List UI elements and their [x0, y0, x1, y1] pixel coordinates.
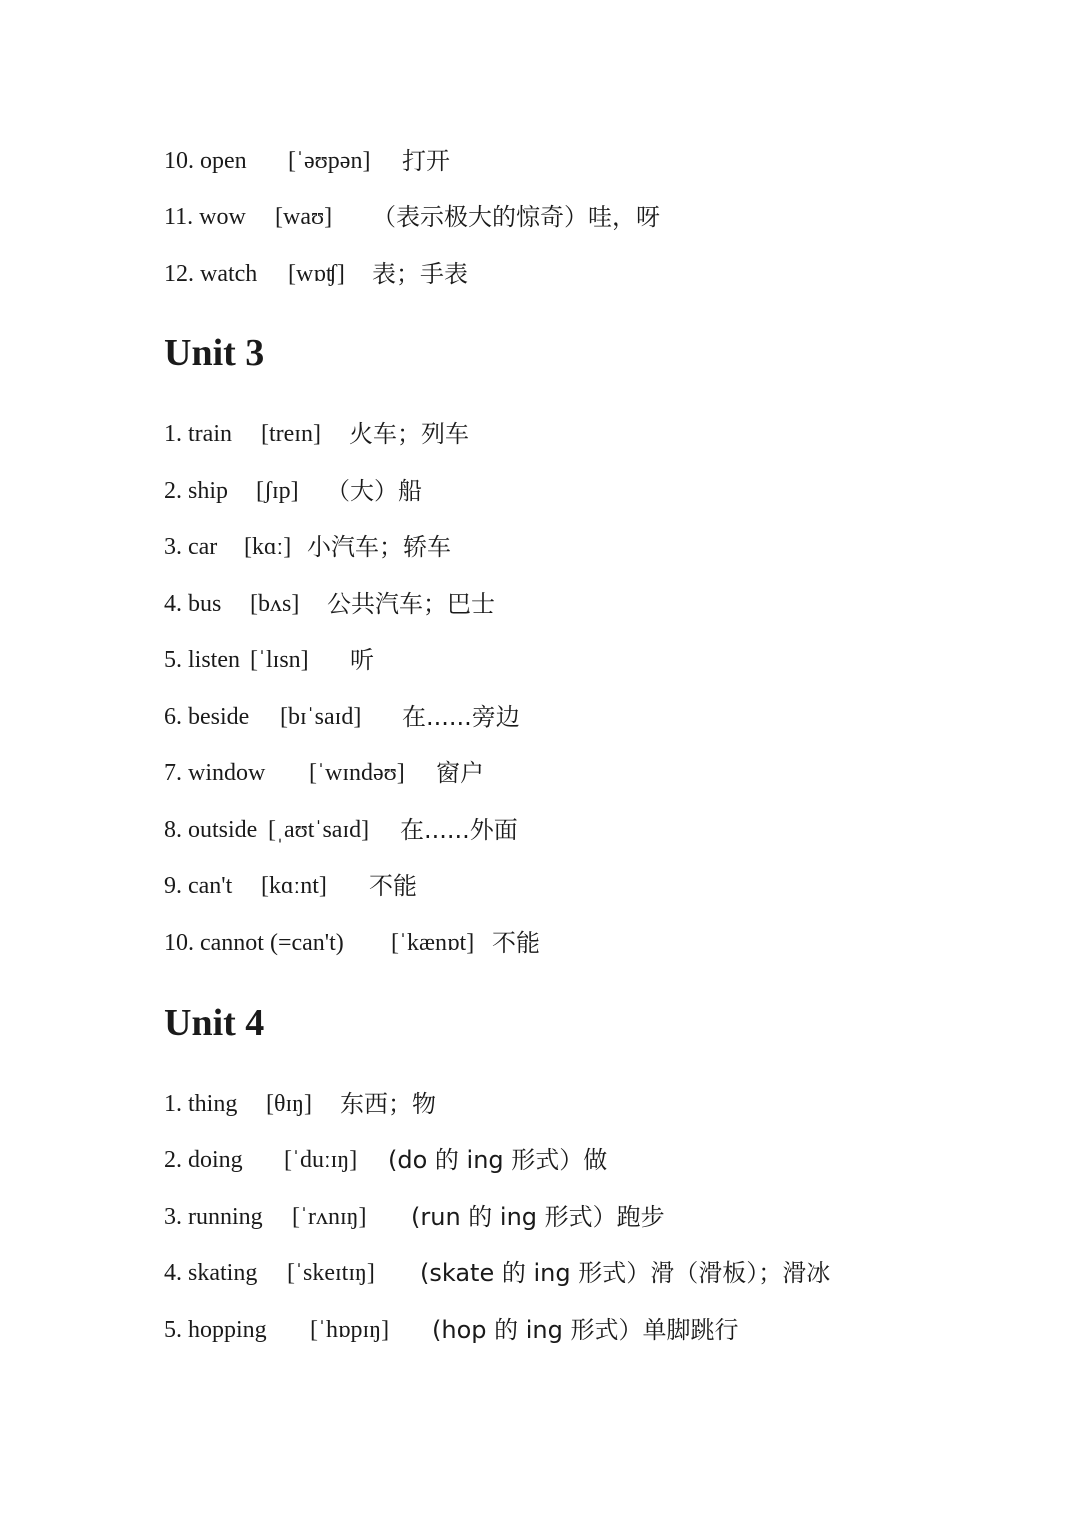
entry-phonetic: [ˈlɪsn] — [250, 647, 309, 673]
entry-phonetic: [ˈduːɪŋ] — [284, 1147, 358, 1173]
entry-word: 10. cannot (=can't) — [164, 930, 344, 956]
entry-meaning: 在......外面 — [400, 816, 518, 844]
entry-phonetic: [ˌaʊtˈsaɪd] — [268, 817, 370, 843]
entry-phonetic: [ˈhɒpɪŋ] — [310, 1317, 390, 1343]
entry-word: 4. bus — [164, 591, 222, 617]
entry-word: 2. doing — [164, 1147, 243, 1173]
entry-word: 1. train — [164, 421, 232, 447]
entry-phonetic: [bɪˈsaɪd] — [280, 704, 362, 730]
entry-word: 12. watch — [164, 261, 258, 287]
entry-meaning: 公共汽车；巴士 — [327, 590, 495, 618]
entry-phonetic: [kɑː] — [244, 534, 292, 560]
entry-phonetic: [kɑːnt] — [261, 873, 327, 899]
entry-phonetic: [bʌs] — [250, 591, 300, 617]
entry-word: 8. outside — [164, 817, 258, 843]
entry-word: 6. beside — [164, 704, 250, 730]
entry-phonetic: [ˈrʌnɪŋ] — [292, 1204, 367, 1230]
entry-meaning: (run 的 ing 形式）跑步 — [411, 1203, 665, 1231]
entry-phonetic: [ˈwɪndəʊ] — [309, 760, 405, 786]
entry-phonetic: [ˈskeɪtɪŋ] — [287, 1260, 375, 1286]
entry-word: 9. can't — [164, 873, 233, 899]
entry-word: 11. wow — [164, 204, 246, 230]
entry-word: 2. ship — [164, 478, 229, 504]
entry-phonetic: [wɒʧ] — [288, 261, 345, 287]
entry-phonetic: [ˈəʊpən] — [288, 148, 371, 174]
entry-word: 7. window — [164, 760, 266, 786]
unit-3-heading: Unit 3 — [164, 332, 265, 374]
entry-phonetic: [θɪŋ] — [266, 1091, 313, 1117]
entry-word: 4. skating — [164, 1260, 258, 1286]
entry-meaning: 窗户 — [436, 759, 484, 787]
entry-meaning: 在......旁边 — [402, 703, 520, 731]
entry-word: 3. running — [164, 1204, 263, 1230]
entry-phonetic: [ˈkænɒt] — [391, 930, 475, 956]
entry-word: 3. car — [164, 534, 218, 560]
entry-meaning: 不能 — [369, 872, 417, 900]
entry-word: 10. open — [164, 148, 247, 174]
entry-meaning: (skate 的 ing 形式）滑（滑板）；滑冰 — [420, 1259, 831, 1287]
entry-meaning: （大）船 — [326, 477, 422, 505]
entry-meaning: 火车；列车 — [349, 420, 469, 448]
entry-phonetic: [treɪn] — [261, 421, 321, 447]
unit-4-heading: Unit 4 — [164, 1002, 265, 1044]
entry-word: 5. hopping — [164, 1317, 267, 1343]
entry-meaning: (hop 的 ing 形式）单脚跳行 — [432, 1316, 739, 1344]
entry-meaning: 东西；物 — [340, 1090, 436, 1118]
entry-meaning: 听 — [350, 646, 374, 674]
entry-meaning: 不能 — [492, 929, 540, 957]
entry-phonetic: [ʃɪp] — [256, 478, 299, 504]
entry-meaning: 小汽车；轿车 — [307, 533, 451, 561]
entry-meaning: (do 的 ing 形式）做 — [388, 1146, 608, 1174]
entry-meaning: 打开 — [402, 147, 450, 175]
entry-word: 1. thing — [164, 1091, 238, 1117]
entry-phonetic: [waʊ] — [275, 204, 333, 230]
entry-meaning: 表；手表 — [372, 260, 468, 288]
entry-word: 5. listen — [164, 647, 240, 673]
entry-meaning: （表示极大的惊奇）哇，呀 — [372, 203, 660, 231]
